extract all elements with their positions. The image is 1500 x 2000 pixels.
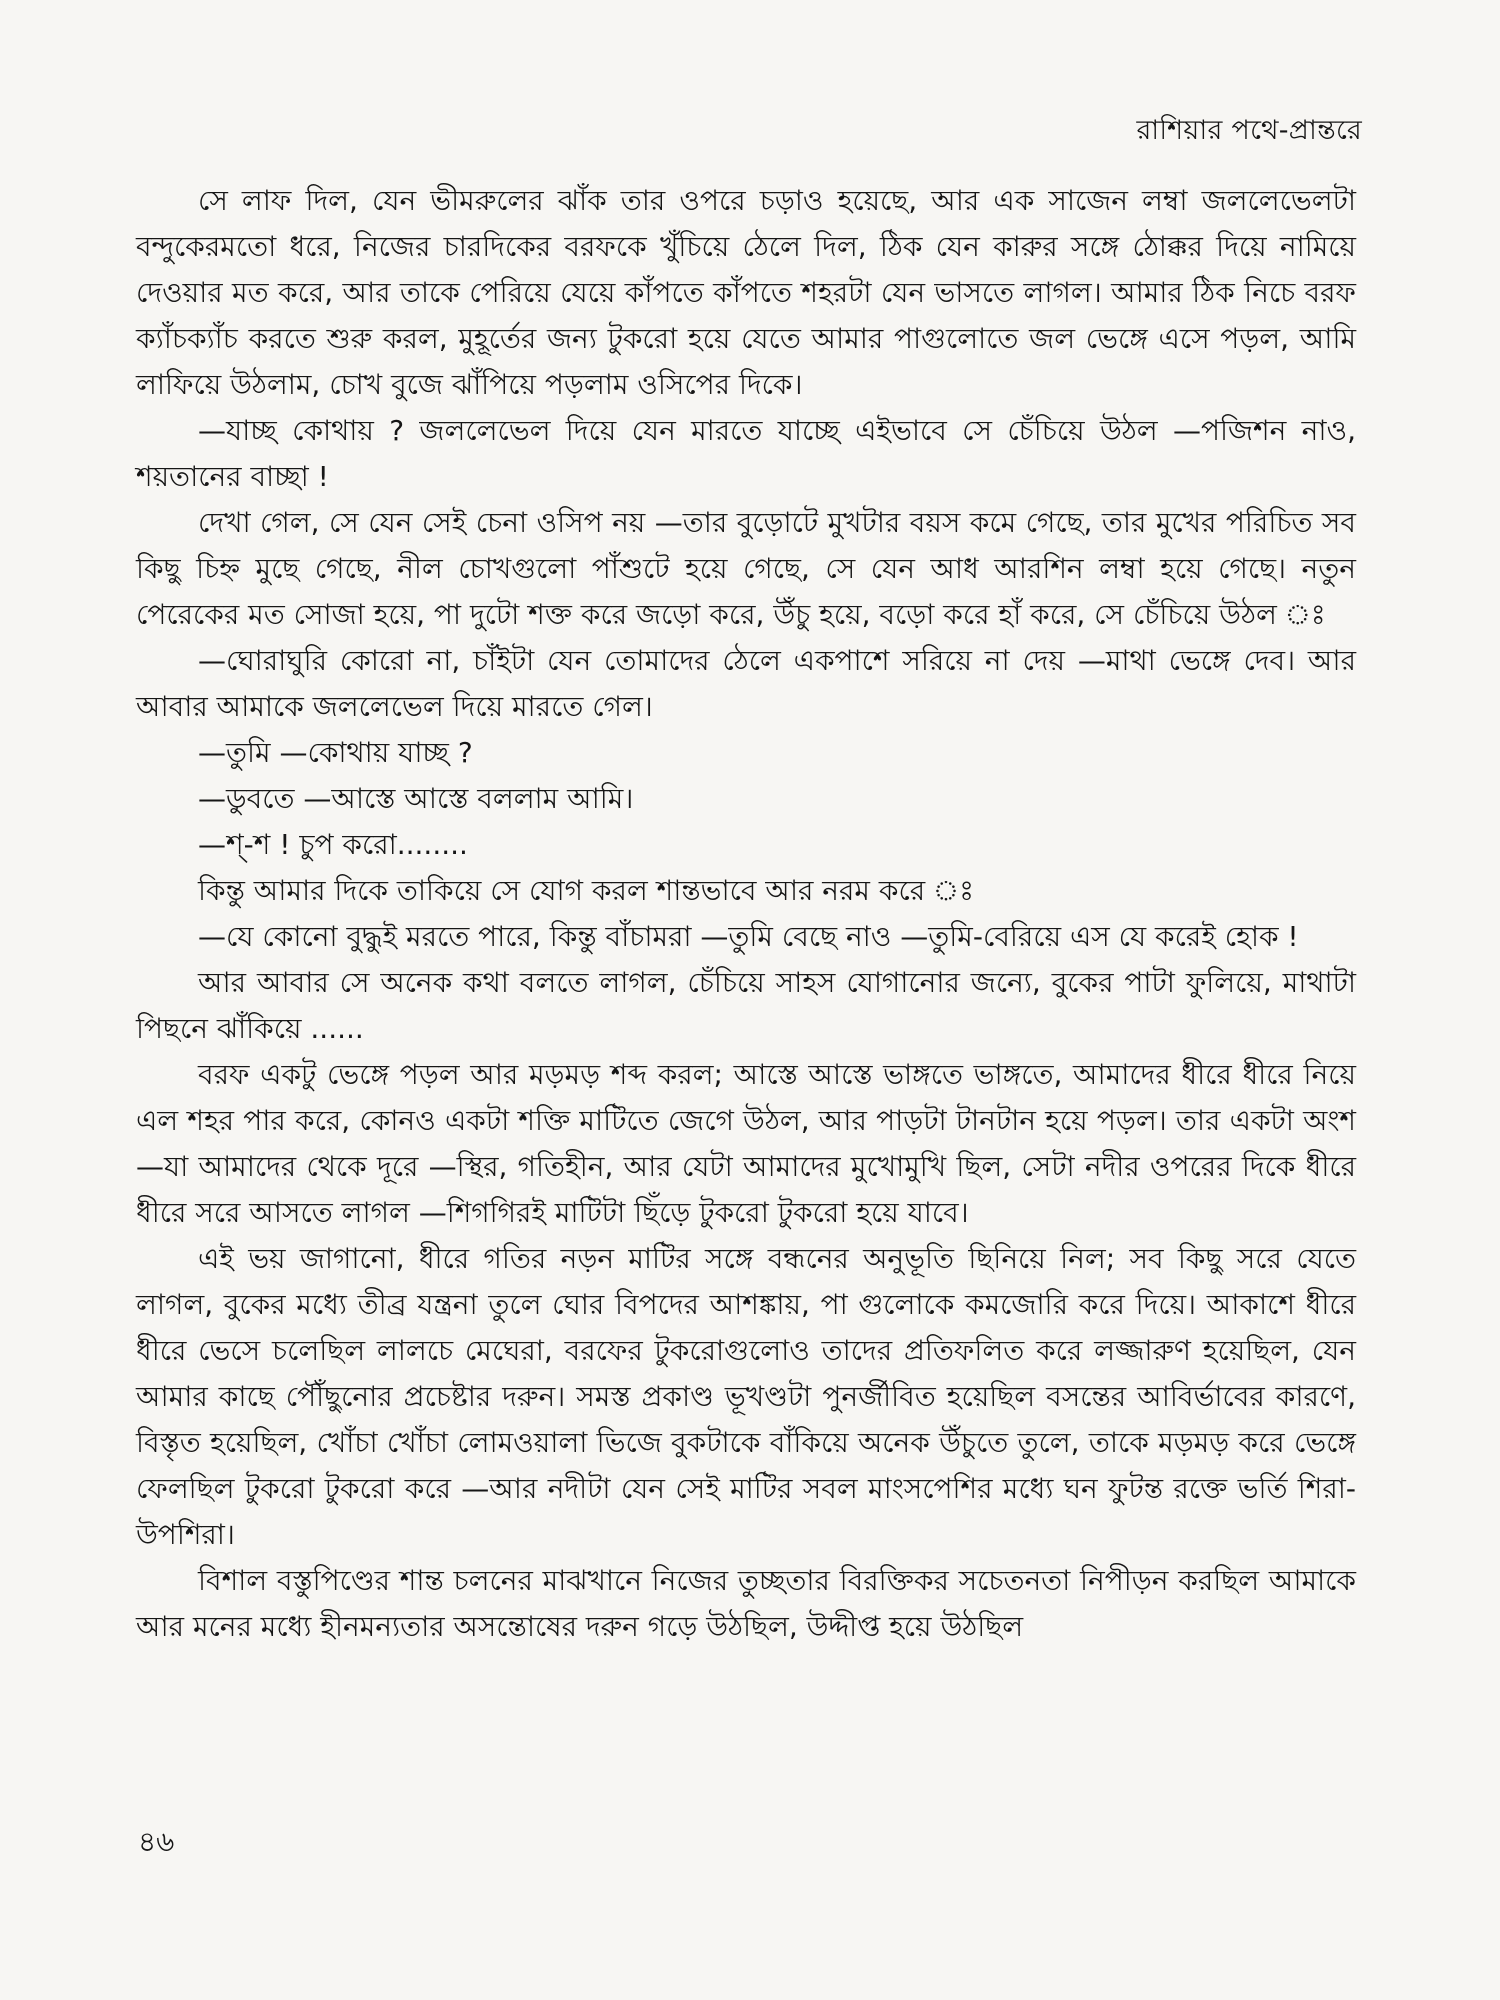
paragraph: —শ্-শ ! চুপ করো........	[198, 828, 468, 861]
body-text	[136, 178, 1356, 1650]
paragraph: আর আবার সে অনেক কথা বলতে লাগল, চেঁচিয়ে সাহস যোগানোর জন্যে, বুকের পাটা ফুলিয়ে, মাথাটা পিছনে ঝাঁকিয়ে ......	[136, 966, 1356, 1045]
paragraph: —ঘোরাঘুরি কোরো না, চাঁইটা যেন তোমাদের ঠেলে একপাশে সরিয়ে না দেয় —মাথা ভেঙ্গে দেব। আর আবার আমাকে জললেভেল দিয়ে মারতে গেল।	[136, 644, 1356, 723]
paragraph: সে লাফ দিল, যেন ভীমরুলের ঝাঁক তার ওপরে চড়াও হয়েছে, আর এক সাজেন লম্বা জললেভেলটা বন্দুকেরমতো ধরে, নিজের চারদিকের বরফকে খুঁচিয়ে ঠেলে দিল, ঠিক যেন কারুর সঙ্গে ঠোক্কর দিয়ে নামিয়ে দেওয়ার মত করে, আর তাকে পেরিয়ে যেয়ে কাঁপতে কাঁপতে শহরটা যেন ভাসতে লাগল। আমার ঠিক নিচে বরফ ক্যাঁচক্যাঁচ করতে শুরু করল, মুহূর্তের জন্য টুকরো হয়ে যেতে আমার পাগুলোতে জল ভেঙ্গে এসে পড়ল, আমি লাফিয়ে উঠলাম, চোখ বুজে ঝাঁপিয়ে পড়লাম ওসিপের দিকে।	[136, 184, 1356, 401]
paragraph: বিশাল বস্তুপিণ্ডের শান্ত চলনের মাঝখানে নিজের তুচ্ছতার বিরক্তিকর সচেতনতা নিপীড়ন করছিল আমাকে আর মনের মধ্যে হীনমন্যতার অসন্তোষের দরুন গড়ে উঠছিল, উদ্দীপ্ত হয়ে উঠছিল	[136, 1564, 1356, 1643]
paragraph: দেখা গেল, সে যেন সেই চেনা ওসিপ নয় —তার বুড়োটে মুখটার বয়স কমে গেছে, তার মুখের পরিচিত সব কিছু চিহ্ন মুছে গেছে, নীল চোখগুলো পাঁশুটে হয়ে গেছে, সে যেন আধ আরশিন লম্বা হয়ে গেছে। নতুন পেরেকের মত সোজা হয়ে, পা দুটো শক্ত করে জড়ো করে, উঁচু হয়ে, বড়ো করে হাঁ করে, সে চেঁচিয়ে উঠল ঃ	[136, 506, 1356, 631]
paragraph: এই ভয় জাগানো, ধীরে গতির নড়ন মাটির সঙ্গে বন্ধনের অনুভূতি ছিনিয়ে নিল; সব কিছু সরে যেতে লাগল, বুকের মধ্যে তীব্র যন্ত্রনা তুলে ঘোর বিপদের আশঙ্কায়, পা গুলোকে কমজোরি করে দিয়ে। আকাশে ধীরে ধীরে ভেসে চলেছিল লালচে মেঘেরা, বরফের টুকরোগুলোও তাদের প্রতিফলিত করে লজ্জারুণ হয়েছিল, যেন আমার কাছে পৌঁছুনোর প্রচেষ্টার দরুন। সমস্ত প্রকাণ্ড ভূখণ্ডটা পুনর্জীবিত হয়েছিল বসন্তের আবির্ভাবের কারণে, বিস্তৃত হয়েছিল, খোঁচা খোঁচা লোমওয়ালা ভিজে বুকটাকে বাঁকিয়ে অনেক উঁচুতে তুলে, তাকে মড়মড় করে ভেঙ্গে ফেলছিল টুকরো টুকরো করে —আর নদীটা যেন সেই মাটির সবল মাংসপেশির মধ্যে ঘন ফুটন্ত রক্তে ভর্তি শিরা-উপশিরা।	[136, 1242, 1356, 1551]
paragraph: বরফ একটু ভেঙ্গে পড়ল আর মড়মড় শব্দ করল; আস্তে আস্তে ভাঙ্গতে ভাঙ্গতে, আমাদের ধীরে ধীরে নিয়ে এল শহর পার করে, কোনও একটা শক্তি মাটিতে জেগে উঠল, আর পাড়টা টানটান হয়ে পড়ল। তার একটা অংশ —যা আমাদের থেকে দূরে —স্থির, গতিহীন, আর যেটা আমাদের মুখোমুখি ছিল, সেটা নদীর ওপরের দিকে ধীরে ধীরে সরে আসতে লাগল —শিগগিরই মাটিটা ছিঁড়ে টুকরো টুকরো হয়ে যাবে।	[136, 1058, 1356, 1229]
paragraph: —যাচ্ছ কোথায় ? জললেভেল দিয়ে যেন মারতে যাচ্ছে এইভাবে সে চেঁচিয়ে উঠল —পজিশন নাও, শয়তানের বাচ্ছা !	[136, 414, 1356, 493]
paragraph: —ডুবতে —আস্তে আস্তে বললাম আমি।	[198, 782, 634, 815]
running-header: রাশিয়ার পথে-প্রান্তরে	[1136, 115, 1362, 146]
paragraph: —তুমি —কোথায় যাচ্ছ ?	[198, 736, 473, 769]
paragraph: কিন্তু আমার দিকে তাকিয়ে সে যোগ করল শান্তভাবে আর নরম করে ঃ	[198, 874, 975, 907]
page-number: ৪৬	[138, 1825, 175, 1858]
paragraph: —যে কোনো বুদ্ধুই মরতে পারে, কিন্তু বাঁচামরা —তুমি বেছে নাও —তুমি-বেরিয়ে এস যে করেই হোক !	[198, 920, 1299, 953]
